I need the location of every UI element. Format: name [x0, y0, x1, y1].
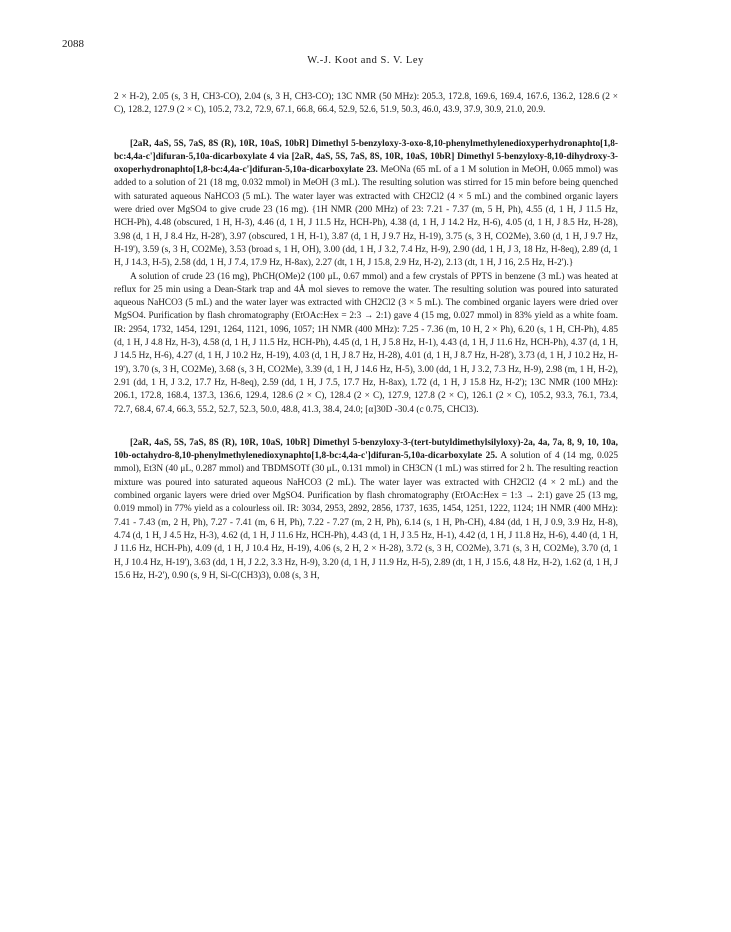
compound-25-title: [2aR, 4aS, 5S, 7aS, 8S (R), 10R, 10aS, 10bR] Dimethyl 5-benzyloxy-3-(tert-butyldimethylsilyloxy)-2a, 4a, 7a, 8, 9, 10, 10a, 10b-octahydro-8,10-phenylmethylenedioxynaphto[1,8-bc:4,4a-c']difuran-5,10a-dicarboxylate 25. [114, 437, 618, 462]
compound-4-title: [2aR, 4aS, 5S, 7aS, 8S (R), 10R, 10aS, 10bR] Dimethyl 5-benzyloxy-3-oxo-8,10-phenylmethylenedioxyperhydronaphto[1,8-bc:4,4a-c']difuran-5,10a-dicarboxylate 4 via [2aR, 4aS, 5S, 7aS, 8S, 10R, 10aS, 10bR] Dimethyl 5-benzyloxy-8,10-dihydroxy-3-oxoperhydronaphto[1,8-bc:4,4a-c']difuran-5,10a-dicarboxylate 23. [114, 138, 618, 176]
paragraph-acetal-formation: A solution of crude 23 (16 mg), PhCH(OMe)2 (100 μL, 0.67 mmol) and a few crystals of PPTS in benzene (3 mL) was heated at reflux for 25 min using a Dean-Stark trap and 4Å mol sieves to remove the water. The resulting solution was poured into saturated aqueous NaHCO3 (5 mL) and the water layer was extracted with CH2Cl2 (3 × 5 mL). The combined organic layers were dried over MgSO4. Purification by flash chromatography (EtOAc:Hex = 2:3 → 2:1) gave 4 (15 mg, 0.027 mmol) in 83% yield as a white foam. IR: 2954, 1732, 1454, 1291, 1264, 1121, 1096, 1057; 1H NMR (400 MHz): 7.25 - 7.36 (m, 10 H, 2 × Ph), 6.20 (s, 1 H, CH-Ph), 4.85 (d, 1 H, J 4.8 Hz, H-3), 4.58 (d, 1 H, J 11.5 Hz, HCH-Ph), 4.45 (d, 1 H, J 5.8 Hz, H-1), 4.43 (d, 1 H, J 11.6 Hz, HCH-Ph), 4.37 (d, 1 H, J 14.5 Hz, H-6), 4.27 (d, 1 H, J 10.2 Hz, H-19), 4.03 (d, 1 H, J 8.7 Hz, H-28), 4.01 (d, 1 H, J 8.7 Hz, H-28'), 3.73 (d, 1 H, J 10.2 Hz, H-19'), 3.70 (s, 3 H, CO2Me), 3.68 (s, 3 H, CO2Me), 3.39 (d, 1 H, J 14.6 Hz, H-5), 3.00 (dd, 1 H, J 3.2, 7.3 Hz, H-9), 2.98 (m, 1 H, H-2), 2.91 (dd, 1 H, J 3.2, 17.7 Hz, H-8eq), 2.59 (dd, 1 H, J 7.5, 17.7 Hz, H-8ax), 1.72 (d, 1 H, J 15.8 Hz, H-2'); 13C NMR (100 MHz): 206.1, 172.8, 168.4, 137.3, 136.6, 129.4, 128.6 (2 × C), 128.4 (2 × C), 127.9, 127.8 (2 × C), 126.1 (2 × C), 105.2, 93.3, 76.1, 73.4, 72.7, 68.4, 67.4, 66.3, 55.2, 52.7, 52.3, 50.0, 48.8, 41.3, 38.4, 24.0; [α]30D -30.4 (c 0.75, CHCl3). [114, 271, 618, 415]
page-number: 2088 [62, 38, 84, 50]
body-text [114, 91, 618, 583]
compound-25-procedure: A solution of 4 (14 mg, 0.025 mmol), Et3N (40 μL, 0.287 mmol) and TBDMSOTf (30 μL, 0.131 mmol) in CH3CN (1 mL) was stirred for 2 h. The resulting reaction mixture was poured into saturated aqueous NaHCO3 (2 mL). The water layer was extracted with CH2Cl2 (4 × 2 mL) and the combined organic layers were dried over MgSO4. Purification by flash chromatography (EtOAc:Hex = 1:3 → 2:1) gave 25 (13 mg, 0.019 mmol) in 77% yield as a colourless oil. IR: 3034, 2953, 2892, 2856, 1737, 1635, 1454, 1251, 1222, 1124; 1H NMR (400 MHz): 7.41 - 7.43 (m, 2 H, Ph), 7.27 - 7.41 (m, 6 H, Ph), 7.22 - 7.27 (m, 2 H, Ph), 6.14 (s, 1 H, Ph-CH), 4.84 (dd, 1 H, J 0.9, 3.9 Hz, H-8), 4.74 (d, 1 H, J 4.5 Hz, H-3), 4.62 (d, 1 H, J 11.6 Hz, HCH-Ph), 4.43 (d, 1 H, J 3.5 Hz, H-1), 4.42 (d, 1 H, J 11.8 Hz, H-6), 4.40 (d, 1 H, J 11.6 Hz, HCH-Ph), 4.09 (d, 1 H, J 10.4 Hz, H-19), 4.06 (s, 2 H, 2 × H-28), 3.72 (s, 3 H, CO2Me), 3.71 (s, 3 H, CO2Me), 3.70 (d, 1 H, J 10.4 Hz, H-19'), 3.63 (dd, 1 H, J 2.2, 3.3 Hz, H-9), 3.20 (d, 1 H, J 11.9 Hz, H-5), 2.89 (dt, 1 H, J 15.6, 4.8 Hz, H-2), 1.62 (d, 1 H, J 15.6 Hz, H-2'), 0.90 (s, 9 H, Si-C(CH3)3), 0.08 (s, 3 H, [114, 451, 618, 581]
paragraph-nmr-continuation: 2 × H-2), 2.05 (s, 3 H, CH3-CO), 2.04 (s, 3 H, CH3-CO); 13C NMR (50 MHz): 205.3, 172.8, 169.6, 169.4, 167.6, 136.2, 128.6 (2 × C), 128.2, 127.9 (2 × C), 105.2, 73.2, 72.9, 67.1, 66.8, 66.4, 52.9, 52.6, 51.9, 50.3, 46.0, 43.9, 37.9, 30.9, 21.0, 20.9. [114, 92, 618, 116]
paragraph-compound-25 [114, 437, 618, 583]
compound-4-procedure: MeONa (65 mL of a 1 M solution in MeOH, 0.065 mmol) was added to a solution of 21 (18 mg, 0.032 mmol) in MeOH (3 mL). The resulting solution was stirred for 15 min before being quenched with saturated aqueous NaHCO3 (5 mL). The water layer was extracted with CH2Cl2 (4 × 5 mL) and the combined organic layers were dried over MgSO4 to give crude 23 (16 mg). {1H NMR (200 MHz) of 23: 7.21 - 7.37 (m, 5 H, Ph), 4.55 (d, 1 H, J 11.5 Hz, HCH-Ph), 4.48 (obscured, 1 H, H-3), 4.46 (d, 1 H, J 11.5 Hz, HCH-Ph), 4.38 (d, 1 H, J 14.2 Hz, H-6), 4.05 (d, 1 H, J 8.5 Hz, H-28), 3.98 (d, 1 H, J 8.4 Hz, H-28'), 3.97 (obscured, 1 H, H-1), 3.87 (d, 1 H, J 9.7 Hz, H-19), 3.75 (s, 3 H, CO2Me), 3.60 (d, 1 H, J 9.7 Hz, H-19'), 3.59 (s, 3 H, CO2Me), 3.53 (broad s, 1 H, OH), 3.00 (dd, 1 H, J 3.2, 7.4 Hz, H-9), 2.90 (dd, 1 H, J 3, 18 Hz, H-8eq), 2.89 (d, 1 H, J 14.3, H-5), 2.58 (dd, 1 H, J 7.4, 17.9 Hz, H-8ax), 2.27 (dt, 1 H, J 15.8, 2.9 Hz, H-2), 2.13 (dt, 1 H, J 16, 2.5 Hz, H-2').} [114, 165, 618, 269]
running-head: W.-J. Koot and S. V. Ley [307, 55, 424, 66]
paragraph-compound-4 [114, 138, 618, 271]
